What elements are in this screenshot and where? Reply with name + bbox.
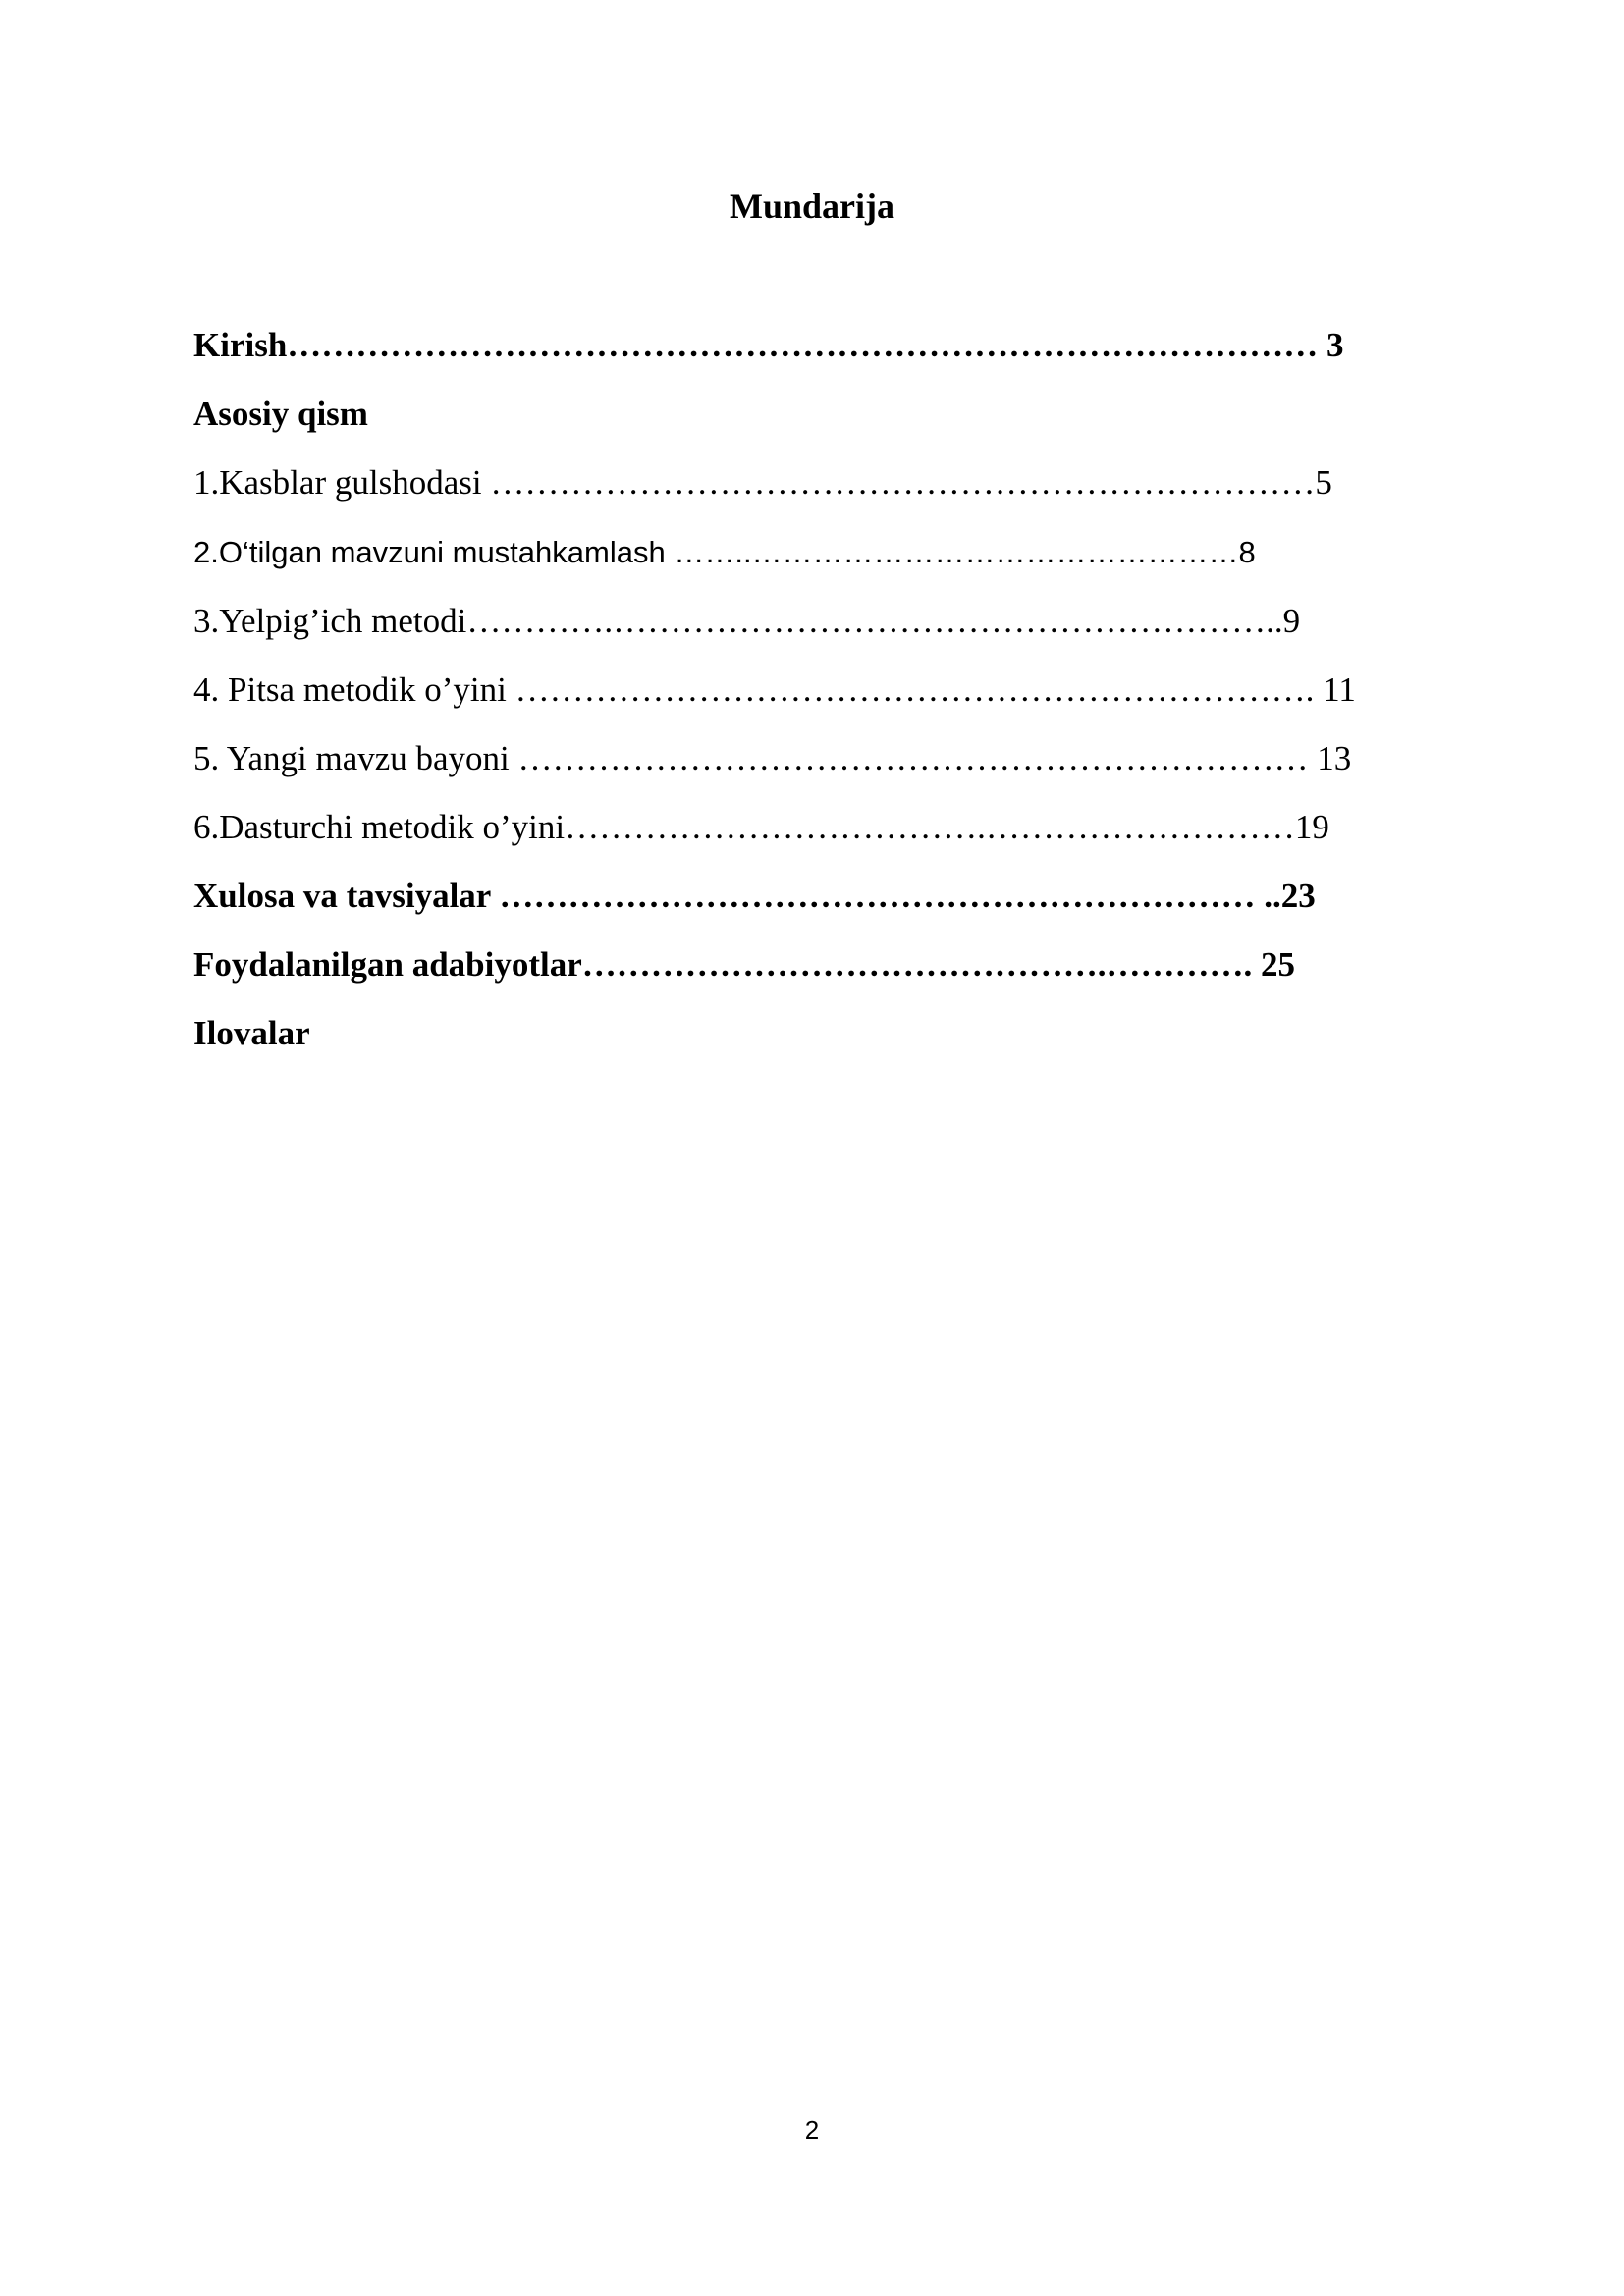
toc-entry-ilovalar: Ilovalar (193, 1014, 310, 1052)
toc-entry-otilgan-mavzu: 2.O‘tilgan mavzuni mustahkamlash ……..…………………………………………8 (193, 535, 1256, 569)
toc-entry-kirish: Kirish……………………………………………………………………………… 3 (193, 326, 1344, 364)
toc-section-asosiy-qism: Asosiy qism (193, 395, 368, 433)
page-number: 2 (804, 2115, 820, 2145)
toc-entry-kasblar-gulshodasi: 1.Kasblar gulshodasi ………………………………………………………………5 (193, 463, 1332, 502)
toc-entry-foydalanilgan-adabiyotlar: Foydalanilgan adabiyotlar……………………………………….…………. 25 (193, 945, 1296, 984)
toc-entry-yelpigich-metodi: 3.Yelpig’ich metodi………….…………………………………………………..9 (193, 602, 1301, 640)
page-title: Mundarija (729, 187, 894, 226)
toc-entry-dasturchi-metodik-oyini: 6.Dasturchi metodik o’yini……………………………….………………………19 (193, 808, 1329, 846)
toc-entry-pitsa-metodik-oyini: 4. Pitsa metodik o’yini ……………………………………………………………. 11 (193, 670, 1356, 709)
toc-entry-xulosa-va-tavsiyalar: Xulosa va tavsiyalar ………………………………………………………… ..23 (193, 877, 1316, 915)
toc-entry-yangi-mavzu-bayoni: 5. Yangi mavzu bayoni …………………………………………………………… 13 (193, 739, 1352, 777)
